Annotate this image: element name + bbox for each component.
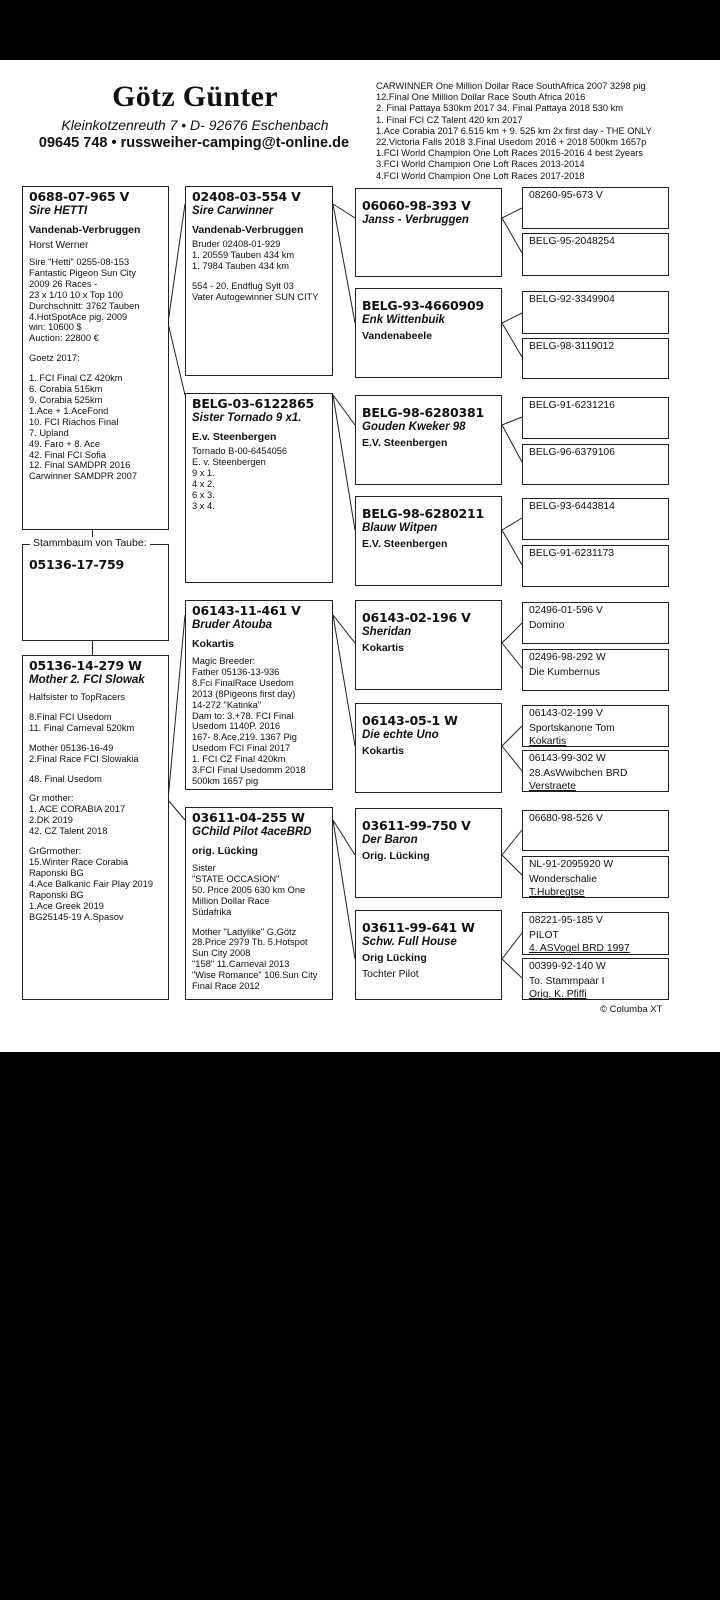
dam-sire-breeder: Kokartis	[192, 638, 235, 650]
dam-name: Mother 2. FCI Slowak	[29, 674, 145, 686]
gen3-name: Die echte Uno	[362, 729, 439, 741]
sire-dam-breeder: E.v. Steenbergen	[192, 431, 277, 443]
gen3-name: Blauw Witpen	[362, 522, 438, 534]
copyright-text: © Columba XT	[600, 1004, 663, 1015]
dam-ring: 05136-14-279 W	[29, 658, 142, 673]
pedigree-sheet	[0, 60, 720, 1052]
gen4-ring: BELG-91-6231216	[529, 400, 615, 411]
gen3-breeder: Kokartis	[362, 745, 405, 757]
sire-notes: Goetz 2017:	[29, 353, 80, 364]
sire-notes: Sire "Hetti" 0255-08-153 Fantastic Pigeon Sun City 2009 26 Races - 23 x 1/10 10 x Top 100 Durchschnitt: 3762 Tauben 4.HotSpotAce pig. 2009 win: 10600 $ Auction: 22800 €	[29, 257, 140, 344]
gen4-ring: BELG-93-6443814	[529, 501, 615, 512]
gen4-box-14[interactable]	[522, 856, 669, 898]
gen3-breeder: E.V. Steenbergen	[362, 538, 448, 550]
sire-results: 1. FCI Final CZ 420km 6. Corabia 515km 9. Corabia 525km 1.Ace + 1.AceFond 10. FCI Riachos Final 7. Upland 49. Faro + 8. Ace 42. Final FCI Sofia 12. Final SAMDPR 2016 Carwinner SAMDPR 2007	[29, 373, 137, 482]
dam-sire-name: Bruder Atouba	[192, 619, 273, 631]
dam-subtitle: Halfsister to TopRacers	[29, 692, 125, 702]
dam-greatgrandmother: GrGrmother: 15.Winter Race Corabia Raponski BG 4.Ace Balkanic Fair Play 2019 Raponski BG 1.Ace Greek 2019 BG25145-19 A.Spasov	[29, 846, 154, 922]
sire-sire-ring: 02408-03-554 V	[192, 189, 301, 204]
gen3-box-1[interactable]	[355, 188, 502, 277]
gen3-name: Sheridan	[362, 626, 412, 638]
achievement-line: 2. Final Pattaya 530km 2017 34. Final Pattaya 2018 530 km	[376, 103, 624, 114]
dam-dam-notes: Mother "Ladylike" G.Götz 28.Price 2979 Tb. 5.Hotspot Sun City 2008 "158" 11.Carneval 2013 "Wise Romance" 106.Sun City Final Race 2012	[192, 926, 318, 992]
gen4-ring: 00399-92-140 W	[529, 961, 606, 972]
dam-sire-notes: Magic Breeder: Father 05136-13-936 8.Fci FinalRace Usedom 2013 (8Pigeons first day) 14-272 "Katinka" Dam to: 3.+78. FCI Final Usedom 1140P. 2016 167- 8.Ace,219. 1367 Pig Usedom FCI Final 2017 1. FCI CZ Final 420km 3.FCI Final Usedomm 2018 500km 1657 pig	[192, 656, 306, 786]
gen3-breeder: Orig. Lücking	[362, 850, 430, 862]
gen3-name: Gouden Kweker 98	[362, 421, 466, 433]
gen4-breeder: T.Hubregtse	[529, 887, 585, 898]
gen4-box-15[interactable]	[522, 912, 669, 955]
gen3-breeder: Orig Lücking	[362, 952, 427, 964]
achievement-line: 1. Final FCI CZ Talent 420 km 2017	[376, 114, 523, 125]
gen4-name: To. Stammpaar I	[529, 976, 605, 987]
dam-sire-ring: 06143-11-461 V	[192, 603, 301, 618]
dam-grandmother: Gr mother: 1. ACE CORABIA 2017 2.DK 2019 42. CZ Talent 2018	[29, 793, 126, 837]
owner-name: Götz Günter	[112, 80, 278, 113]
dam-box[interactable]	[22, 655, 169, 1000]
gen4-box-3[interactable]	[522, 291, 669, 334]
sire-dam-name: Sister Tornado 9 x1.	[192, 412, 302, 424]
gen4-box-5[interactable]	[522, 397, 669, 439]
achievement-line: 3.FCI World Champion One Loft Races 2013-2014	[376, 159, 585, 170]
gen4-box-8[interactable]	[522, 545, 669, 587]
sire-dam-box[interactable]	[185, 393, 333, 583]
gen3-name: Janss - Verbruggen	[362, 214, 469, 226]
sire-box[interactable]	[22, 186, 169, 530]
gen4-ring: BELG-98-3119012	[529, 341, 615, 352]
gen4-name: 28.AsWwibchen BRD	[529, 768, 628, 779]
gen3-ring: 06060-98-393 V	[362, 198, 471, 213]
gen4-box-16[interactable]	[522, 958, 669, 1000]
gen4-box-1[interactable]	[522, 187, 669, 229]
gen4-ring: 08260-95-673 V	[529, 190, 603, 201]
gen3-extra: Tochter Pilot	[362, 969, 419, 980]
sire-sire-breeder: Vandenab-Verbruggen	[192, 224, 304, 236]
gen4-ring: NL-91-2095920 W	[529, 859, 614, 870]
gen3-breeder: Kokartis	[362, 642, 405, 654]
gen4-breeder: Verstraete	[529, 781, 576, 792]
subject-ring: 05136-17-759	[29, 557, 124, 572]
gen4-box-10[interactable]	[522, 649, 669, 691]
gen4-name: Domino	[529, 620, 565, 631]
owner-address: Kleinkotzenreuth 7 • D- 92676 Eschenbach	[61, 117, 329, 133]
sire-sire-notes: Bruder 02408-01-929 1. 20559 Tauben 434 km 1. 7984 Tauben 434 km	[192, 239, 295, 271]
gen4-box-12[interactable]	[522, 750, 669, 792]
gen4-ring: BELG-95-2048254	[529, 236, 615, 247]
gen4-name: Die Kumbernus	[529, 667, 600, 678]
gen3-box-2[interactable]	[355, 288, 502, 378]
dam-dam-name: GChild Pilot 4aceBRD	[192, 826, 312, 838]
gen3-ring: BELG-93-4660909	[362, 298, 484, 313]
gen3-ring: 06143-05-1 W	[362, 713, 458, 728]
gen4-name: Wonderschalie	[529, 874, 597, 885]
gen3-ring: BELG-98-6280381	[362, 405, 484, 420]
sire-owner: Horst Werner	[29, 240, 89, 251]
achievement-line: 1.FCI World Champion One Loft Races 2015-2016 4 best 2years	[376, 148, 643, 159]
gen4-ring: 02496-01-596 V	[529, 605, 603, 616]
sire-sire-box[interactable]	[185, 186, 333, 376]
gen3-box-8[interactable]	[355, 910, 502, 1000]
gen3-ring: 03611-99-750 V	[362, 818, 471, 833]
gen3-box-4[interactable]	[355, 496, 502, 586]
gen4-box-6[interactable]	[522, 444, 669, 485]
gen3-ring: 06143-02-196 V	[362, 610, 471, 625]
gen4-name: Sportskanone Tom	[529, 723, 615, 734]
achievement-line: 4.FCI World Champion One Loft Races 2017-2018	[376, 170, 585, 181]
dam-dam-ring: 03611-04-255 W	[192, 810, 305, 825]
gen4-name: PILOT	[529, 930, 559, 941]
gen3-box-3[interactable]	[355, 395, 502, 485]
gen4-box-9[interactable]	[522, 602, 669, 644]
sire-dam-notes: Tornado B-00-6454056 E. v. Steenbergen 9 x 1. 4 x 2. 6 x 3. 3 x 4.	[192, 446, 288, 511]
gen4-ring: 02496-98-292 W	[529, 652, 606, 663]
gen4-box-7[interactable]	[522, 498, 669, 540]
dam-dam-box[interactable]	[185, 807, 333, 1000]
gen4-ring: 06143-02-199 V	[529, 708, 603, 719]
gen3-name: Der Baron	[362, 834, 418, 846]
gen3-box-5[interactable]	[355, 600, 502, 690]
gen3-breeder: E.V. Steenbergen	[362, 437, 448, 449]
subject-label: Stammbaum von Taube:	[30, 537, 150, 549]
gen4-breeder: Orig. K. Pfiffi	[529, 989, 587, 1000]
sire-name: Sire HETTI	[29, 205, 88, 217]
gen4-box-4[interactable]	[522, 338, 669, 379]
gen4-box-13[interactable]	[522, 810, 669, 851]
sire-ring: 0688-07-965 V	[29, 189, 130, 204]
gen3-ring: BELG-98-6280211	[362, 506, 484, 521]
gen3-name: Schw. Full House	[362, 936, 457, 948]
achievement-line: CARWINNER One Million Dollar Race SouthAfrica 2007 3298 pig	[376, 81, 646, 91]
gen3-box-6[interactable]	[355, 703, 502, 793]
gen4-ring: 08221-95-185 V	[529, 915, 603, 926]
gen3-breeder: Vandenabeele	[362, 330, 433, 342]
sire-breeder: Vandenab-Verbruggen	[29, 224, 141, 236]
dam-notes: 8.Final FCI Usedom 11. Final Carneval 520km	[29, 711, 135, 733]
gen4-ring: BELG-91-6231173	[529, 548, 615, 559]
achievement-line: 22.Victoria Falls 2018 3.Final Usedom 2016 + 2018 500km 1657p	[376, 137, 647, 148]
gen4-ring: 06680-98-526 V	[529, 813, 603, 824]
achievement-line: 12.Final One Million Dollar Race South Africa 2016	[376, 92, 586, 103]
gen4-ring: 06143-99-302 W	[529, 753, 606, 764]
dam-notes: 48. Final Usedom	[29, 773, 102, 784]
dam-notes: Mother 05136-16-49 2.Final Race FCI Slowakia	[29, 742, 139, 764]
sire-dam-ring: BELG-03-6122865	[192, 396, 314, 411]
gen4-breeder: Kokartis	[529, 736, 567, 747]
sire-sire-name: Sire Carwinner	[192, 205, 274, 217]
gen4-ring: BELG-96-6379106	[529, 447, 615, 458]
gen4-breeder: 4. ASVogel BRD 1997	[529, 943, 630, 954]
subject-box[interactable]	[22, 544, 169, 641]
dam-sire-box[interactable]	[185, 600, 333, 790]
sire-sire-notes: 554 - 20. Endflug Sylt 03 Vater Autogewinner SUN CITY	[192, 280, 319, 302]
owner-contact: 09645 748 • russweiher-camping@t-online.de	[38, 135, 350, 151]
gen3-box-7[interactable]	[355, 808, 502, 898]
dam-dam-breeder: orig. Lücking	[192, 845, 258, 857]
gen4-box-2[interactable]	[522, 233, 669, 276]
gen3-ring: 03611-99-641 W	[362, 920, 475, 935]
achievement-line: 1.Ace Corabia 2017 6.515 km + 9. 525 km 2x first day - THE ONLY	[376, 125, 652, 136]
gen3-name: Enk Wittenbuik	[362, 314, 445, 326]
gen4-ring: BELG-92-3349904	[529, 294, 615, 305]
gen4-box-11[interactable]	[522, 705, 669, 747]
dam-dam-notes: Sister "STATE OCCASION" 50. Price 2005 630 km One Million Dollar Race Südafrika	[192, 863, 306, 917]
